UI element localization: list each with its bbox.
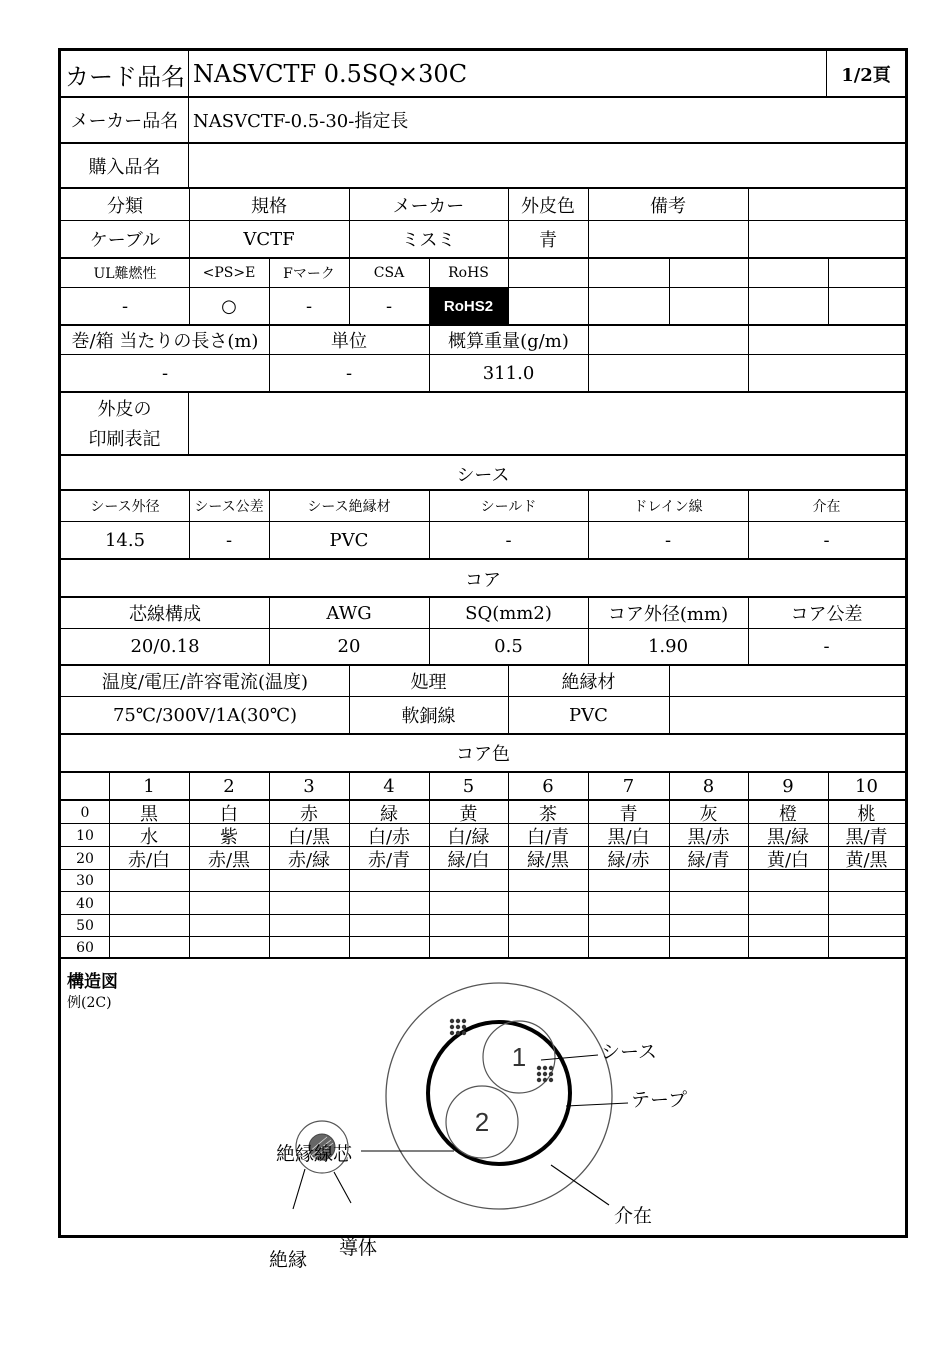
color-cell: 赤/緑 xyxy=(287,849,331,871)
print-label-line2: 印刷表記 xyxy=(88,429,161,450)
color-cell xyxy=(748,937,828,958)
color-cell xyxy=(269,915,349,937)
core-header-tol: コア公差 xyxy=(790,604,863,625)
color-col-8: 8 xyxy=(702,775,715,797)
standards-value-csa: - xyxy=(385,295,393,317)
length-value-length: - xyxy=(161,362,169,384)
length-header-length: 巻/箱 当たりの長さ(m) xyxy=(71,331,259,352)
standards-value-rohs: RoHS2 xyxy=(429,288,508,324)
standards-header-b xyxy=(588,259,669,287)
classification-header-category: 分類 xyxy=(107,195,143,217)
sheath-header-filler: 介在 xyxy=(812,499,841,515)
spec-sheet xyxy=(58,48,908,1271)
diagram-title: 構造図 xyxy=(67,971,118,992)
sheath-value-filler: - xyxy=(823,529,830,551)
rating-header-insulation: 絶縁材 xyxy=(561,672,616,693)
color-cell xyxy=(508,937,588,958)
color-row-label: 50 xyxy=(76,918,94,934)
tape-circle xyxy=(428,1022,570,1164)
cable-structure-diagram xyxy=(61,960,905,1271)
classification-header-maker: メーカー xyxy=(392,195,465,217)
color-row-label: 60 xyxy=(76,939,94,956)
color-cell xyxy=(828,937,905,958)
sheath-value-shield: - xyxy=(505,529,512,551)
color-row-label: 30 xyxy=(76,873,94,889)
color-cell xyxy=(748,892,828,915)
filler-dot xyxy=(543,1072,547,1076)
color-cell xyxy=(109,892,189,915)
color-col-2: 2 xyxy=(223,775,235,797)
color-cell xyxy=(429,915,508,937)
color-cell: 青 xyxy=(619,804,638,825)
standards-value-d xyxy=(748,288,828,324)
standards-value-fmark: - xyxy=(305,295,313,317)
color-cell: 緑/白 xyxy=(447,849,490,871)
filler-dot xyxy=(450,1031,454,1035)
color-col-5: 5 xyxy=(462,775,475,797)
print-label-line1: 外皮の xyxy=(97,399,152,420)
length-value-a xyxy=(588,355,748,391)
filler-dot xyxy=(549,1078,553,1082)
color-cell xyxy=(588,870,669,892)
sheath-header-od: シース外径 xyxy=(90,499,160,515)
core-header-od: コア外径(mm) xyxy=(607,604,729,625)
color-cell xyxy=(189,870,269,892)
color-cell: 黒/緑 xyxy=(766,826,810,848)
length-header-a xyxy=(588,326,748,354)
sheath-value-insulation: PVC xyxy=(329,529,369,551)
sheath-header-insulation: シース絶縁材 xyxy=(307,499,391,515)
color-cell xyxy=(349,915,429,937)
color-cell: 赤/白 xyxy=(127,849,171,871)
sheath-value-drain: - xyxy=(664,529,672,551)
classification-value-remarks xyxy=(588,221,748,257)
color-cell xyxy=(588,892,669,915)
color-cell xyxy=(508,915,588,937)
classification-header-remarks: 備考 xyxy=(650,195,686,217)
core-value-sq: 0.5 xyxy=(494,636,523,657)
color-col-10: 10 xyxy=(855,775,878,797)
classification-header-extra xyxy=(748,189,905,220)
rating-header-treatment: 処理 xyxy=(410,672,447,693)
color-cell xyxy=(109,870,189,892)
sheath-header-tol: シース公差 xyxy=(194,499,264,515)
core-value-od: 1.90 xyxy=(647,636,689,657)
color-cell xyxy=(588,915,669,937)
standards-header-ul: UL難燃性 xyxy=(93,266,157,282)
filler-dot xyxy=(462,1019,466,1023)
label-sheath: シース xyxy=(601,1042,658,1063)
color-cell: 橙 xyxy=(779,804,797,825)
color-cell: 黒/青 xyxy=(845,826,888,848)
rating-header-rating: 温度/電圧/許容電流(温度) xyxy=(101,672,309,693)
color-cell: 赤/黒 xyxy=(207,849,251,871)
sheath-value-tol: - xyxy=(225,529,233,551)
length-header-unit: 単位 xyxy=(331,331,367,352)
color-cell: 緑/青 xyxy=(687,849,730,871)
color-cell xyxy=(748,870,828,892)
diagram-example: 例(2C) xyxy=(67,995,112,1011)
purchase-name-value xyxy=(189,144,889,188)
length-value-weight: 311.0 xyxy=(482,362,535,384)
color-cell xyxy=(669,937,748,958)
color-cell xyxy=(828,892,905,915)
core-title: コア xyxy=(465,569,501,591)
standards-header-c xyxy=(669,259,748,287)
sheath-title: シース xyxy=(456,464,510,486)
color-cell: 黄/黒 xyxy=(845,849,888,871)
filler-dot xyxy=(537,1066,541,1070)
core-1-label: 1 xyxy=(511,1042,527,1072)
color-cell xyxy=(269,937,349,958)
color-cell: 黄 xyxy=(459,804,478,825)
sheath-value-od: 14.5 xyxy=(104,529,146,551)
maker-name-value: NASVCTF-0.5-30-指定長 xyxy=(193,111,409,132)
standards-header-a xyxy=(508,259,588,287)
core-value-tol: - xyxy=(823,636,830,657)
rating-value-insulation: PVC xyxy=(569,704,608,726)
standards-value-b xyxy=(588,288,669,324)
standards-header-e xyxy=(828,259,905,287)
color-row-label: 0 xyxy=(80,805,90,821)
label-conductor: 導体 xyxy=(339,1238,378,1259)
sheath-header-drain: ドレイン線 xyxy=(633,499,703,515)
classification-header-color: 外皮色 xyxy=(521,195,575,217)
card-name-label: カード品名 xyxy=(65,62,185,91)
card-name-value: NASVCTF 0.5SQ×30C xyxy=(193,60,468,88)
filler-dots-lower xyxy=(537,1066,553,1082)
classification-value-standard: VCTF xyxy=(243,228,295,250)
color-col-9: 9 xyxy=(782,775,794,797)
filler-dots-upper xyxy=(450,1019,466,1035)
color-cell: 黄/白 xyxy=(766,849,810,871)
color-cell: 白/黒 xyxy=(287,826,331,848)
color-cell xyxy=(349,937,429,958)
standards-header-pse: <PS>E xyxy=(202,265,256,281)
color-col-4: 4 xyxy=(383,775,395,797)
filler-dot xyxy=(549,1072,553,1076)
color-cell: 白/赤 xyxy=(367,826,411,848)
color-cell: 紫 xyxy=(220,826,238,848)
color-cell xyxy=(748,915,828,937)
color-cell xyxy=(189,915,269,937)
standards-value-pse: ○ xyxy=(221,295,237,317)
length-value-b xyxy=(748,355,905,391)
page-number: 1/2頁 xyxy=(841,65,891,86)
color-cell xyxy=(349,870,429,892)
color-cell xyxy=(109,915,189,937)
filler-dot xyxy=(456,1019,460,1023)
color-cell: 白/緑 xyxy=(447,826,490,848)
color-cell xyxy=(429,892,508,915)
core-header-awg: AWG xyxy=(326,602,372,624)
classification-value-category: ケーブル xyxy=(89,230,161,251)
filler-dot xyxy=(450,1025,454,1029)
color-cell: 緑/黒 xyxy=(526,849,570,871)
color-row-label: 20 xyxy=(76,850,94,867)
sheath-header-shield: シールド xyxy=(480,499,537,515)
color-cell: 白/青 xyxy=(526,826,570,848)
label-filler: 介在 xyxy=(614,1206,653,1227)
color-row-label: 40 xyxy=(76,895,94,912)
label-insulated-core: 絶縁線芯 xyxy=(276,1144,353,1165)
core-header-strand: 芯線構成 xyxy=(129,604,201,625)
color-cell: 白 xyxy=(220,804,238,825)
color-cell xyxy=(508,870,588,892)
color-col-6: 6 xyxy=(542,775,554,797)
color-cell xyxy=(189,892,269,915)
standards-value-e xyxy=(828,288,905,324)
classification-value-maker: ミスミ xyxy=(401,230,456,251)
rating-header-extra xyxy=(669,666,905,696)
color-cell: 緑/赤 xyxy=(607,849,650,871)
color-cell: 黒 xyxy=(140,804,158,825)
core-value-awg: 20 xyxy=(337,636,361,657)
color-cell xyxy=(508,892,588,915)
filler-dot xyxy=(462,1025,466,1029)
core-color-title: コア色 xyxy=(456,744,510,765)
rating-value-extra xyxy=(669,697,905,733)
color-cell xyxy=(588,937,669,958)
color-cell xyxy=(828,870,905,892)
color-col-1: 1 xyxy=(143,775,155,797)
color-cell: 桃 xyxy=(857,804,876,825)
color-cell: 緑 xyxy=(380,804,398,825)
filler-dot xyxy=(543,1066,547,1070)
core-value-strand: 20/0.18 xyxy=(130,636,200,657)
color-cell: 黒/赤 xyxy=(687,826,730,848)
label-tape: テープ xyxy=(631,1090,688,1111)
filler-dot xyxy=(537,1078,541,1082)
core-2-label: 2 xyxy=(474,1107,490,1137)
filler-dot xyxy=(543,1078,547,1082)
filler-dot xyxy=(549,1066,553,1070)
filler-dot xyxy=(537,1072,541,1076)
color-cell xyxy=(269,892,349,915)
color-col-3: 3 xyxy=(303,775,315,797)
rating-value-treatment: 軟銅線 xyxy=(401,706,456,727)
filler-dot xyxy=(456,1031,460,1035)
standards-header-d xyxy=(748,259,828,287)
standards-value-c xyxy=(669,288,748,324)
sheath-outer-circle xyxy=(386,983,612,1209)
standards-value-ul: - xyxy=(121,295,129,317)
classification-header-standard: 規格 xyxy=(251,195,287,217)
color-row-label: 10 xyxy=(76,827,94,844)
color-cell xyxy=(349,892,429,915)
color-cell xyxy=(669,915,748,937)
color-cell xyxy=(669,892,748,915)
length-header-b xyxy=(748,326,905,354)
maker-name-label: メーカー品名 xyxy=(70,111,179,132)
color-cell: 灰 xyxy=(699,804,718,825)
filler-dot xyxy=(456,1025,460,1029)
purchase-name-label: 購入品名 xyxy=(88,157,161,178)
color-col-7: 7 xyxy=(622,775,635,797)
filler-dot xyxy=(462,1031,466,1035)
color-cell xyxy=(669,870,748,892)
classification-value-color: 青 xyxy=(539,230,557,251)
standards-header-rohs: RoHS xyxy=(448,265,489,281)
core-header-sq: SQ(mm2) xyxy=(465,602,552,624)
color-cell: 赤 xyxy=(300,804,318,825)
classification-value-extra xyxy=(748,221,905,257)
standards-header-fmark: Fマーク xyxy=(283,266,335,282)
length-value-unit: - xyxy=(345,362,353,384)
color-cell xyxy=(109,937,189,958)
standards-header-csa: CSA xyxy=(373,265,405,281)
length-header-weight: 概算重量(g/m) xyxy=(448,331,569,352)
color-cell: 赤/青 xyxy=(367,849,411,871)
standards-value-a xyxy=(508,288,588,324)
print-value xyxy=(189,393,889,454)
rating-value-rating: 75℃/300V/1A(30℃) xyxy=(112,704,298,726)
color-cell: 黒/白 xyxy=(607,826,650,848)
color-cell xyxy=(828,915,905,937)
color-cell xyxy=(429,937,508,958)
color-cell: 茶 xyxy=(539,804,557,825)
filler-dot xyxy=(450,1019,454,1023)
color-cell xyxy=(429,870,508,892)
color-cell xyxy=(189,937,269,958)
color-cell: 水 xyxy=(140,826,158,848)
color-cell xyxy=(269,870,349,892)
label-insulation: 絶縁 xyxy=(269,1250,308,1271)
